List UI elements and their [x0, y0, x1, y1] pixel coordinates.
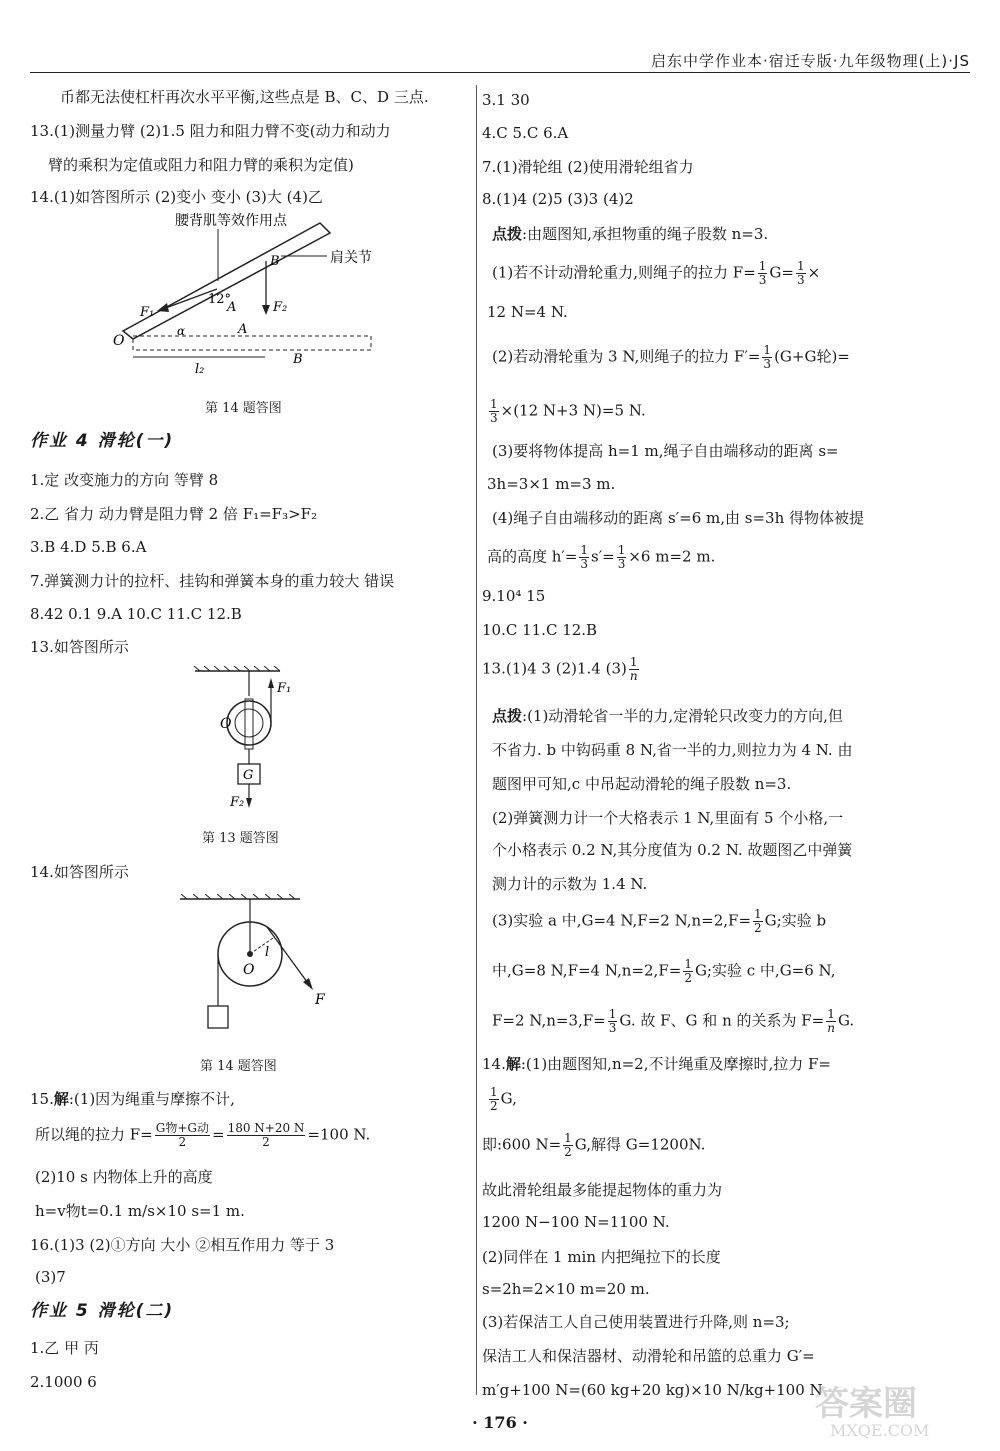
- fig-alpha: α: [177, 324, 186, 338]
- text-line: 题图甲可知,c 中吊起动滑轮的绳子股数 n=3.: [492, 775, 792, 793]
- text-line: s=2h=2×10 m=20 m.: [482, 1280, 650, 1298]
- formula-line: 中,G=8 N,F=4 N,n=2,F= $\frac{1}{2}$ G;实验 c 中,G=6 N,: [492, 957, 836, 985]
- text-line: 个小格表示 0.2 N,其分度值为 0.2 N. 故题图乙中弹簧: [492, 841, 853, 859]
- text-line: (2)10 s 内物体上升的高度: [35, 1168, 213, 1186]
- text-line: m′g+100 N=(60 kg+20 kg)×10 N/kg+100 N: [482, 1381, 823, 1399]
- text-line: (3)7: [35, 1268, 66, 1286]
- formula-line: (3)实验 a 中,G=4 N,F=2 N,n=2,F= $\frac{1}{2}$ G;实验 b: [492, 907, 827, 935]
- fig-A-upper: A: [227, 300, 237, 315]
- answer-15: 15.解:(1)因为绳重与摩擦不计,: [30, 1090, 235, 1108]
- figure-14-pulley: [175, 894, 355, 1044]
- text-line: 币都无法使杠杆再次水平平衡,这些点是 B、C、D 三点.: [60, 88, 429, 106]
- answer-line: 3.1 30: [482, 91, 530, 109]
- fig-O: O: [113, 333, 125, 349]
- watermark-logo: [810, 1370, 985, 1440]
- text-line: 测力计的示数为 1.4 N.: [492, 875, 648, 893]
- text-line: 故此滑轮组最多能提起物体的重力为: [482, 1181, 723, 1199]
- fig-B-upper: B: [270, 254, 280, 269]
- figure-caption: 第 13 题答图: [202, 831, 279, 846]
- figure-14-lever: [105, 211, 425, 376]
- formula-line: (2)若动滑轮重为 3 N,则绳子的拉力 F′= $\frac{1}{3}$ (G+G轮)=: [492, 343, 850, 371]
- fig13-O: O: [220, 716, 232, 732]
- hint-line: 点拨:(1)动滑轮省一半的力,定滑轮只改变力的方向,但: [492, 707, 843, 725]
- fig-label-back: 腰背肌等效作用点: [175, 213, 287, 229]
- text-line: 臂的乘积为定值或阻力和阻力臂的乘积为定值): [48, 156, 354, 174]
- fig14b-F: F: [315, 992, 325, 1008]
- text-line: 1200 N−100 N=1100 N.: [482, 1213, 670, 1231]
- figure-caption: 第 14 题答图: [200, 1059, 277, 1074]
- text-line: 保洁工人和保洁器材、动滑轮和吊篮的总重力 G′=: [482, 1347, 815, 1365]
- text-line: (2)同伴在 1 min 内把绳拉下的长度: [482, 1248, 721, 1266]
- figure-13-pulley: [190, 666, 300, 816]
- formula-line: $\frac{1}{2}$ G,: [490, 1085, 517, 1113]
- answer-14: 14.(1)如答图所示 (2)变小 变小 (3)大 (4)乙: [30, 188, 323, 206]
- fig13-F1: F₁: [277, 681, 292, 696]
- header-rule: [30, 72, 970, 73]
- text-line: 不省力. b 中钩码重 8 N,省一半的力,则拉力为 4 N. 由: [492, 741, 853, 759]
- figure-caption: 第 14 题答图: [205, 401, 282, 416]
- watermark-text: 答案圈: [815, 1384, 917, 1424]
- formula-line: F=2 N,n=3,F= $\frac{1}{3}$ G. 故 F、G 和 n 的关系为 F= $\frac{1}{n}$ G.: [492, 1007, 855, 1035]
- formula-line: 即:600 N= $\frac{1}{2}$ G,解得 G=1200N.: [482, 1131, 706, 1159]
- formula-line: 高的高度 h′= $\frac{1}{3}$ s′= $\frac{1}{3}$ ×6 m=2 m.: [487, 543, 716, 571]
- fig14b-l: l: [265, 945, 270, 960]
- fig-l2: l₂: [195, 362, 205, 376]
- fig-label-shoulder: 肩关节: [330, 250, 372, 266]
- answer-line: 2.1000 6: [30, 1373, 97, 1391]
- answer-line: 1.定 改变施力的方向 等臂 8: [30, 471, 219, 489]
- answer-line: 13.如答图所示: [30, 638, 129, 656]
- answer-line: 2.乙 省力 动力臂是阻力臂 2 倍 F₁=F₃>F₂: [30, 505, 318, 523]
- answer-line: 9.10⁴ 15: [482, 587, 546, 605]
- answer-16: 16.(1)3 (2)①方向 大小 ②相互作用力 等于 3: [30, 1236, 335, 1254]
- page-number: · 176 ·: [472, 1413, 528, 1432]
- fig-angle: 12°: [208, 292, 232, 307]
- text-line: (2)弹簧测力计一个大格表示 1 N,里面有 5 个小格,一: [492, 809, 844, 827]
- formula-line: (1)若不计动滑轮重力,则绳子的拉力 F= $\frac{1}{3}$ G= $\frac{1}{3}$ ×: [492, 259, 821, 287]
- answer-line: 10.C 11.C 12.B: [482, 621, 598, 639]
- section-heading: 作业 5 滑轮(二): [30, 1301, 175, 1321]
- fig-A-lower: A: [238, 322, 248, 337]
- fig-F1: F₁: [140, 305, 155, 320]
- answer-line: 7.(1)滑轮组 (2)使用滑轮组省力: [482, 158, 694, 176]
- answer-line: 7.弹簧测力计的拉杆、挂钩和弹簧本身的重力较大 错误: [30, 572, 395, 590]
- column-divider: [476, 85, 477, 1395]
- fig-B-lower: B: [293, 352, 303, 367]
- svg-text:MXQE.COM: MXQE.COM: [830, 1421, 930, 1440]
- fig13-F2: F₂: [230, 795, 245, 810]
- fig14b-O: O: [243, 962, 255, 978]
- answer-13: 13.(1)4 3 (2)1.4 (3) $\frac{1}{n}$: [482, 655, 638, 683]
- running-header: 启东中学作业本·宿迁专版·九年级物理(上)·JS: [651, 52, 970, 70]
- text-line: (4)绳子自由端移动的距离 s′=6 m,由 s=3h 得物体被提: [492, 509, 864, 527]
- fig13-G: G: [243, 768, 254, 783]
- answer-13: 13.(1)测量力臂 (2)1.5 阻力和阻力臂不变(动力和动力: [30, 122, 391, 140]
- text-line: (3)要将物体提高 h=1 m,绳子自由端移动的距离 s=: [492, 442, 839, 460]
- section-heading: 作业 4 滑轮(一): [30, 431, 175, 451]
- fig-F2: F₂: [273, 300, 288, 315]
- answer-14: 14.解:(1)由题图知,n=2,不计绳重及摩擦时,拉力 F=: [482, 1055, 831, 1073]
- answer-line: 4.C 5.C 6.A: [482, 124, 569, 142]
- formula-line: $\frac{1}{3}$ ×(12 N+3 N)=5 N.: [490, 397, 646, 425]
- text-line: 12 N=4 N.: [487, 303, 568, 321]
- text-line: (3)若保洁工人自己使用装置进行升降,则 n=3;: [482, 1313, 790, 1331]
- hint-line: 点拨:由题图知,承担物重的绳子股数 n=3.: [492, 225, 769, 243]
- answer-line: 14.如答图所示: [30, 863, 129, 881]
- formula-line: 所以绳的拉力 F= $\frac{\text{G物+G动}}{2}$ = $\frac{180 N+20 N}{2}$ =100 N.: [35, 1121, 371, 1149]
- answer-line: 1.乙 甲 丙: [30, 1339, 99, 1357]
- answer-line: 3.B 4.D 5.B 6.A: [30, 538, 147, 556]
- answer-line: 8.(1)4 (2)5 (3)3 (4)2: [482, 190, 634, 208]
- answer-line: 8.42 0.1 9.A 10.C 11.C 12.B: [30, 605, 242, 623]
- formula-line: h=v物t=0.1 m/s×10 s=1 m.: [35, 1202, 245, 1220]
- text-line: 3h=3×1 m=3 m.: [487, 475, 616, 493]
